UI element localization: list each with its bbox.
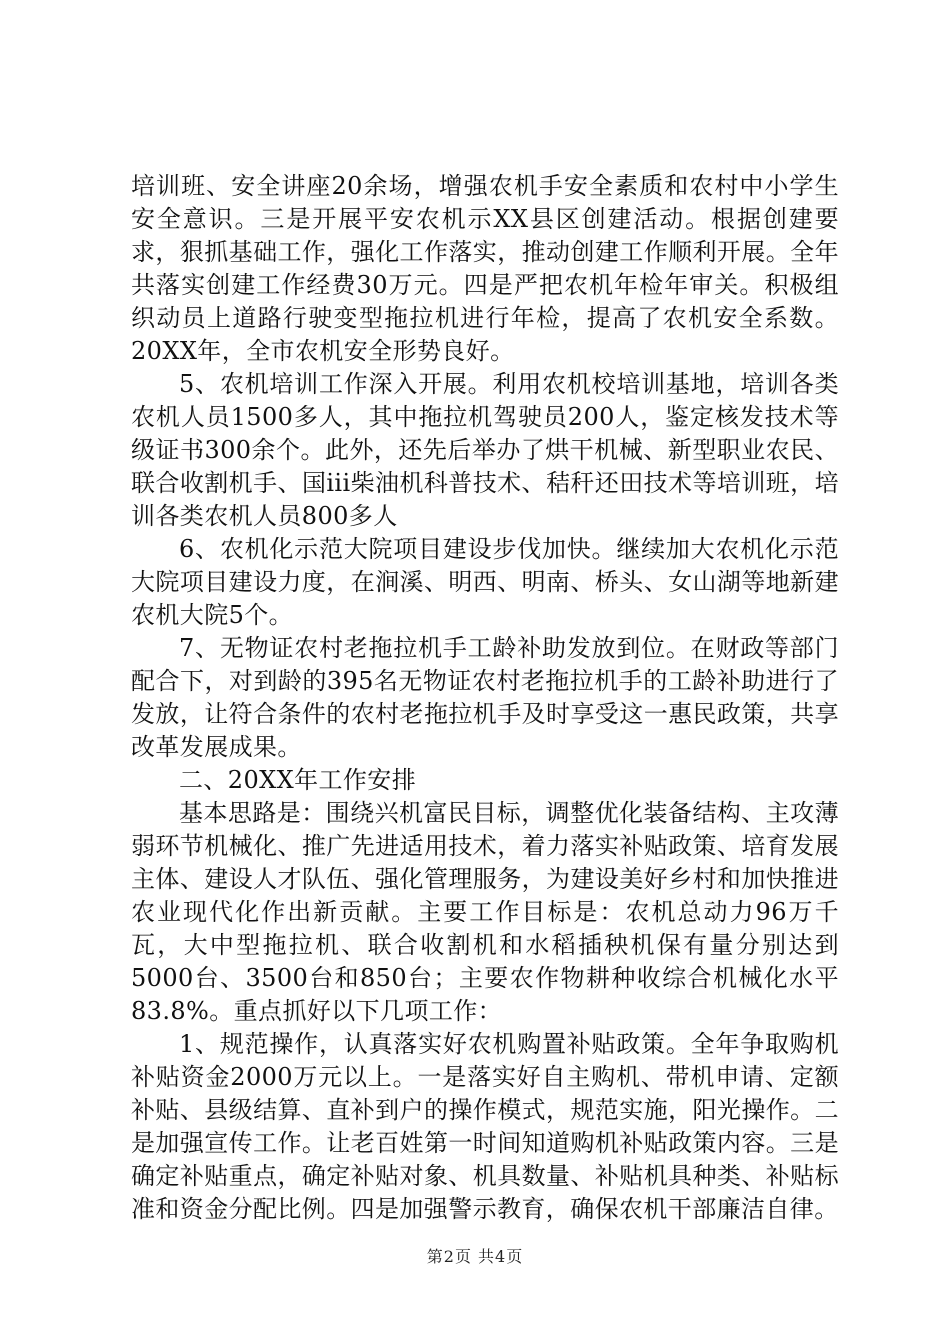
paragraph-training: 5、农机培训工作深入开展。利用农机校培训基地，培训各类农机人员1500多人，其中拖拉机驾驶员200人，鉴定核发技术等级证书300余个。此外，还先后举办了烘干机械、新型职业农民、联合收割机手、国iii柴油机科普技术、秸秆还田技术等培训班，培训各类农机人员800多人 [131,370,839,530]
paragraph-subsidy-release: 7、无物证农村老拖拉机手工龄补助发放到位。在财政等部门配合下，对到龄的395名无物证农村老拖拉机手的工龄补助进行了发放，让符合条件的农村老拖拉机手及时享受这一惠民政策，共享改革发展成果。 [131,634,839,761]
paragraph-demo-yard: 6、农机化示范大院项目建设步伐加快。继续加大农机化示范大院项目建设力度，在涧溪、明西、明南、桥头、女山湖等地新建农机大院5个。 [131,535,839,629]
paragraph-purchase-subsidy: 1、规范操作，认真落实好农机购置补贴政策。全年争取购机补贴资金2000万元以上。一是落实好自主购机、带机申请、定额补贴、县级结算、直补到户的操作模式，规范实施，阳光操作。二是加强宣传工作。让老百姓第一时间知道购机补贴政策内容。三是确定补贴重点，确定补贴对象、机具数量、补贴机具种类、补贴标准和资金分配比例。四是加强警示教育，确保农机干部廉洁自律。 [131,1030,839,1223]
paragraph-basic-approach: 基本思路是：围绕兴机富民目标，调整优化装备结构、主攻薄弱环节机械化、推广先进适用技术，着力落实补贴政策、培育发展主体、建设人才队伍、强化管理服务，为建设美好乡村和加快推进农业现代化作出新贡献。主要工作目标是：农机总动力96万千瓦，大中型拖拉机、联合收割机和水稻插秧机保有量分别达到5000台、3500台和850台；主要农作物耕种收综合机械化水平83.8%。重点抓好以下几项工作： [131,799,839,1025]
section-heading-work-plan: 二、20XX年工作安排 [179,766,417,794]
document-body [131,170,839,1226]
paragraph-safety-continued: 培训班、安全讲座20余场，增强农机手安全素质和农村中小学生安全意识。三是开展平安农机示XX县区创建活动。根据创建要求，狠抓基础工作，强化工作落实，推动创建工作顺利开展。全年共落实创建工作经费30万元。四是严把农机年检年审关。积极组织动员上道路行驶变型拖拉机进行年检，提高了农机安全系数。20XX年，全市农机安全形势良好。 [131,172,839,365]
page-footer: 第2页 共4页 [426,1247,524,1266]
